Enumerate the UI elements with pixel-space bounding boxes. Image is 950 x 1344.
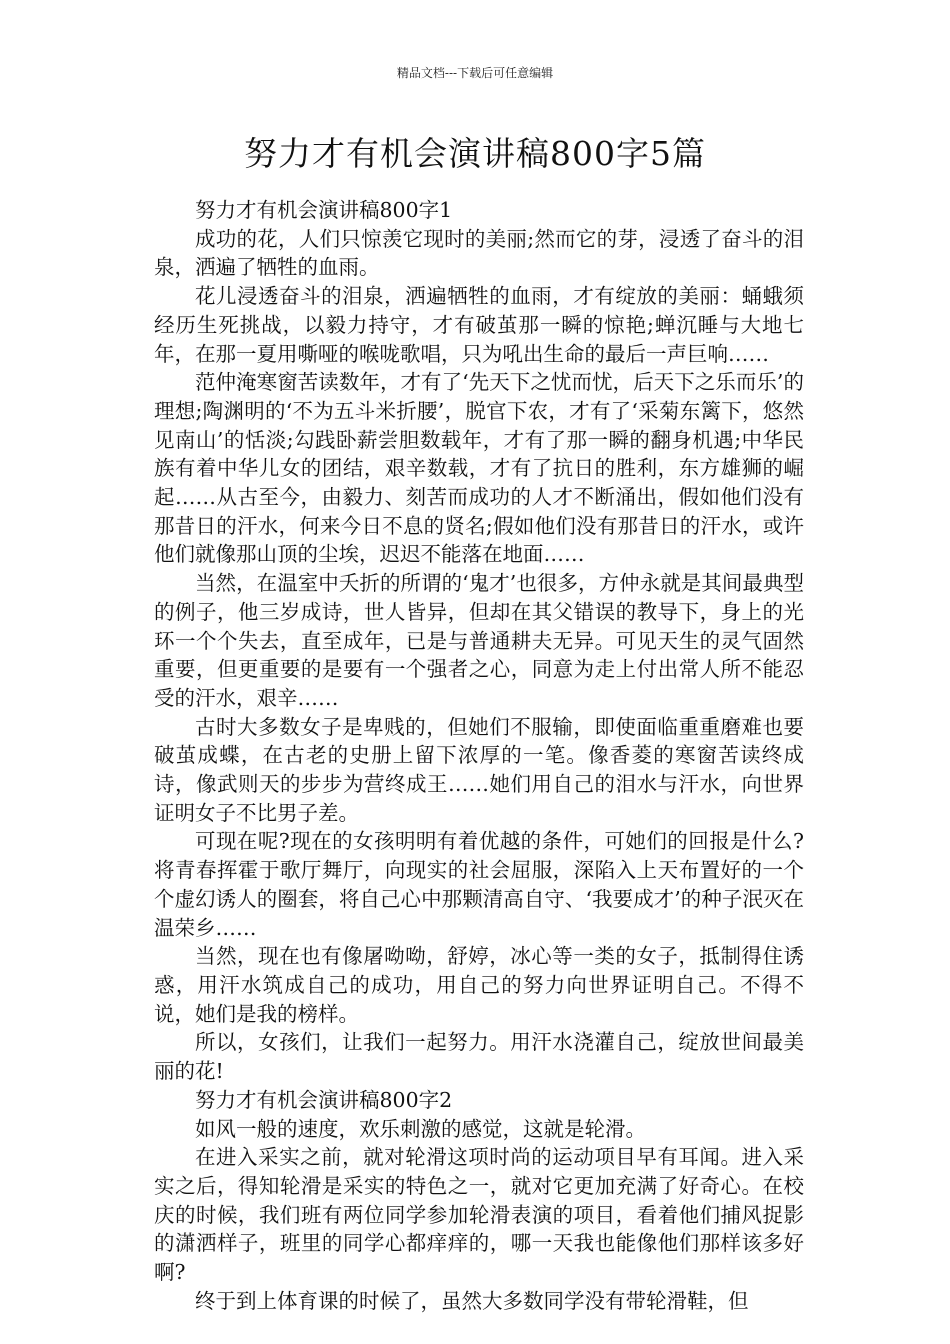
document-title: 努力才有机会演讲稿800字5篇 <box>244 134 706 173</box>
body-paragraph: 在进入采实之前，就对轮滑这项时尚的运动项目早有耳闻。进入采实之后，得知轮滑是采实的特色之一，就对它更加充满了好奇心。在校庆的时候，我们班有两位同学参加轮滑表演的项目，看着他们捕风捉影的潇洒样子，班里的同学心都痒痒的，哪一天我也能像他们那样该多好啊? <box>154 1145 804 1285</box>
body-paragraph: 范仲淹寒窗苦读数年，才有了‘先天下之忧而忧，后天下之乐而乐’的理想;陶渊明的‘不为五斗米折腰’，脱官下农，才有了‘采菊东篱下，悠然见南山’的恬淡;勾践卧薪尝胆数载年，才有了那一瞬的翻身机遇;中华民族有着中华儿女的团结，艰辛数载，才有了抗日的胜利，东方雄狮的崛起……从古至今，由毅力、刻苦而成功的人才不断涌出，假如他们没有那昔日的汗水，何来今日不息的贤名;假如他们没有那昔日的汗水，或许他们就像那山顶的尘埃，迟迟不能落在地面…… <box>154 370 804 567</box>
body-paragraph: 古时大多数女子是卑贱的，但她们不服输，即使面临重重磨难也要破茧成蝶，在古老的史册上留下浓厚的一笔。像香菱的寒窗苦读终成诗，像武则天的步步为营终成王……她们用自己的泪水与汗水，向世界证明女子不比男子差。 <box>154 714 804 825</box>
page-header: 精品文档---下载后可任意编辑 <box>396 66 554 80</box>
document-body <box>154 196 804 1315</box>
body-paragraph: 如风一般的速度，欢乐刺激的感觉，这就是轮滑。 <box>195 1116 646 1141</box>
body-paragraph: 终于到上体育课的时候了，虽然大多数同学没有带轮滑鞋，但 <box>195 1288 749 1313</box>
body-paragraph: 当然，现在也有像屠呦呦，舒婷，冰心等一类的女子，抵制得住诱惑，用汗水筑成自己的成功，用自己的努力向世界证明自己。不得不说，她们是我的榜样。 <box>154 944 804 1026</box>
section-heading-1: 努力才有机会演讲稿800字1 <box>195 198 453 222</box>
section-heading-2: 努力才有机会演讲稿800字2 <box>195 1087 453 1112</box>
body-paragraph: 可现在呢?现在的女孩明明有着优越的条件，可她们的回报是什么?将青春挥霍于歌厅舞厅，向现实的社会屈服，深陷入上天布置好的一个个虚幻诱人的圈套，将自己心中那颗清高自守、‘我要成才’的种子泯灭在温荣乡…… <box>154 829 804 940</box>
body-paragraph: 花儿浸透奋斗的泪泉，洒遍牺牲的血雨，才有绽放的美丽：蛹蛾须经历生死挑战，以毅力持守，才有破茧那一瞬的惊艳;蝉沉睡与大地七年，在那一夏用嘶哑的喉咙歌唱，只为吼出生命的最后一声巨响…… <box>154 284 804 366</box>
body-paragraph: 成功的花，人们只惊羡它现时的美丽;然而它的芽，浸透了奋斗的泪泉，洒遍了牺牲的血雨。 <box>154 226 804 280</box>
body-paragraph: 所以，女孩们，让我们一起努力。用汗水浇灌自己，绽放世间最美丽的花! <box>154 1030 804 1084</box>
body-paragraph: 当然，在温室中夭折的所谓的‘鬼才’也很多，方仲永就是其间最典型的例子，他三岁成诗，世人皆异，但却在其父错误的教导下，身上的光环一个个失去，直至成年，已是与普通耕夫无异。可见天生的灵气固然重要，但更重要的是要有一个强者之心，同意为走上付出常人所不能忍受的汗水，艰辛…… <box>154 571 804 710</box>
